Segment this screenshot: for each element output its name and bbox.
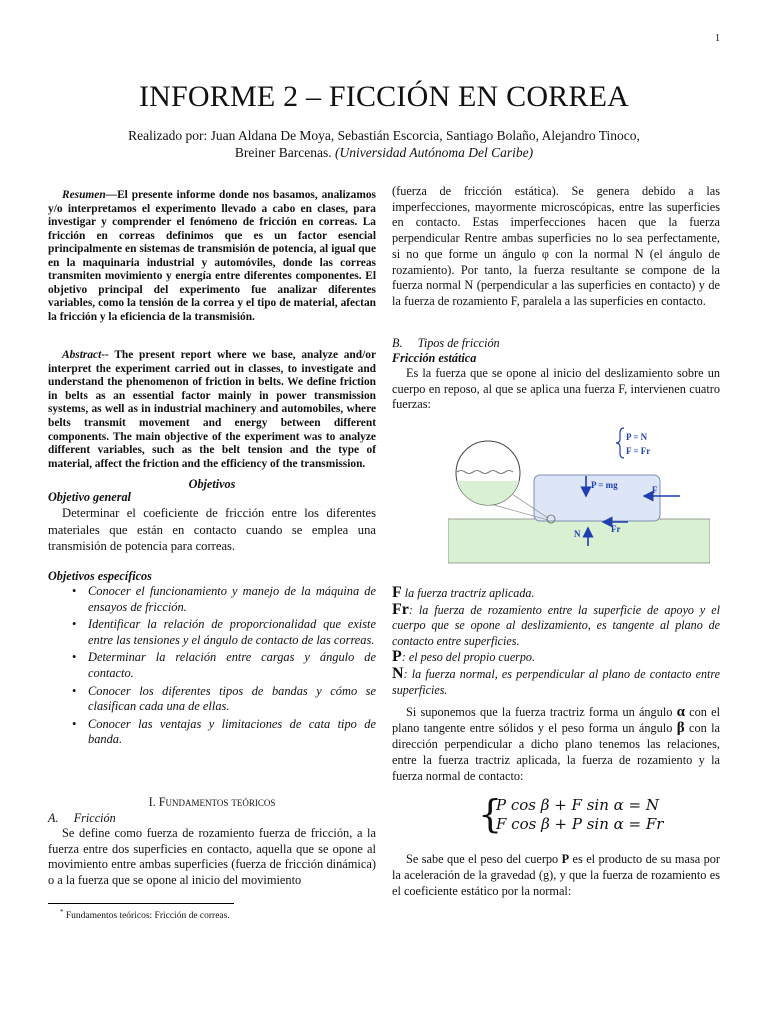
final-bold: P xyxy=(561,852,570,866)
list-item: • Determinar la relación entre cargas y ángulo de contacto. xyxy=(72,650,376,681)
abstract-label: Abstract-- xyxy=(62,349,109,361)
definition-text: : la fuerza normal, es perpendicular al plano de contacto entre superficies. xyxy=(392,666,720,697)
list-item: • Conocer el funcionamiento y manejo de la máquina de ensayos de fricción. xyxy=(72,584,376,615)
angles-text-c: con la dirección perpendicular a dicho plano tenemos las relaciones, entre la fuerza tractriz aplicada, la fuerza de rozamiento y la fuerza normal de contacto: xyxy=(392,721,720,783)
weight-label: P = mg xyxy=(591,480,618,490)
definition-text: : el peso del propio cuerpo. xyxy=(401,650,536,665)
objetivo-general-text: Determinar el coeficiente de fricción entre los diferentes materiales que están en contacto cuando se emplea una transmisión de potencia para correas. xyxy=(48,506,376,553)
equation-line-1: P cos β + F sin α = N xyxy=(496,796,659,814)
abstract-text: The present report where we base, analyze and/or interpret the experiment carried out in classes, to investigate and understand the phenomenon of friction in belts. We define friction in belts as an essential factor mainly in power transmission systems, as well as in industrial machinery and automobiles, where belts transmit movement and energy between different components. The main objective of the experiment was to analyze different variables, such as the belt tension and the type of material, affect the friction and the efficiency of the transmission. xyxy=(48,349,376,470)
force-label: F xyxy=(652,485,658,495)
brace-icon xyxy=(616,428,624,458)
list-item: • Conocer las ventajas y limitaciones de cata tipo de banda. xyxy=(72,717,376,748)
normal-label: N xyxy=(574,529,581,539)
right-paragraph-1: (fuerza de fricción estática). Se genera debido a las imperfecciones, mayormente microscópicas, entre las superficies en contacto. Estas imperfecciones hacen que la fuerza perpendicular Rentre ambas superficies no lo sea perfectamente, si no que forme un ángulo φ con la normal N (el ángulo de rozamiento). Por tanto, la fuerza resultante se compone de la fuerza normal N (perpendicular a las superficies en contacto) y de la fuerza de rozamiento F, paralela a las superficies en contacto. xyxy=(392,184,720,308)
definition-symbol: Fr xyxy=(392,600,409,618)
equation-line-2: F cos β + P sin α = Fr xyxy=(496,815,664,833)
final-text-b: es el producto de su masa por la aceleración de la gravedad (g), y que la fuerza de rozamiento es el coeficiente estático por la normal: xyxy=(392,852,720,898)
brace-label-bottom: F = Fr xyxy=(626,446,651,456)
friccion-estatica-text: Es la fuerza que se opone al inicio del deslizamiento sobre un cuerpo en reposo, al que se aplica una fuerza F, intervienen cuatro fuerzas: xyxy=(392,366,720,412)
angles-text-a: Si suponemos que la fuerza tractriz forma un ángulo xyxy=(406,705,677,719)
alpha-symbol: α xyxy=(676,704,685,720)
definition-symbol: N xyxy=(392,664,404,682)
definition-symbol: F xyxy=(392,584,402,601)
ground-surface xyxy=(448,519,710,563)
footnote-text: Fundamentos teóricos: Fricción de correas. xyxy=(63,911,230,922)
section-title: Fundamentos teóricos xyxy=(158,795,276,809)
definition-item xyxy=(392,649,720,666)
definition-item xyxy=(392,585,720,602)
definition-item xyxy=(392,666,720,698)
objetivos-especificos-heading: Objetivos específicos xyxy=(48,569,152,583)
author-last: Breiner Barcenas. xyxy=(234,145,332,160)
definition-symbol: P xyxy=(392,648,402,666)
angles-paragraph xyxy=(392,704,720,784)
objetivos-list-wrap xyxy=(48,584,376,750)
section-number: I. xyxy=(148,795,156,809)
friction-label: Fr xyxy=(611,524,621,534)
list-item: • Conocer los diferentes tipos de bandas y cómo se clasifican cada una de ellas. xyxy=(72,684,376,715)
magnifier-ground xyxy=(457,481,519,505)
subsection-a-heading: A. Fricción xyxy=(48,811,116,825)
definition-item xyxy=(392,602,720,650)
objetivos-list xyxy=(48,584,376,748)
footnote-rule xyxy=(48,903,234,904)
friction-diagram xyxy=(448,424,710,564)
resumen-paragraph xyxy=(48,189,376,324)
final-paragraph xyxy=(392,851,720,899)
final-text-a: Se sabe que el peso del cuerpo xyxy=(406,852,562,866)
subsection-b-heading: B. Tipos de fricción xyxy=(392,336,500,350)
resumen-label: Resumen xyxy=(62,189,106,201)
objetivos-heading: Objetivos xyxy=(188,477,236,491)
paper-title: INFORME 2 – FICCIÓN EN CORREA xyxy=(138,80,629,113)
list-item: • Identificar la relación de proporcionalidad que existe entre las tensiones y el ángulo de contacto de las correas. xyxy=(72,617,376,648)
section-heading xyxy=(48,795,376,811)
objetivo-general-heading: Objetivo general xyxy=(48,490,131,504)
authors xyxy=(60,127,708,161)
resumen-text: —El presente informe donde nos basamos, analizamos y/o interpretamos el experimento llevado a cabo en clases, para investigar y comprender el fenómeno de fricción en correas. La fricción en correas definimos que es un factor esencial principalmente en sistemas de transmisión de potencia, al igual que en la maquinaria industrial y automóviles, donde las correas transmiten movimiento y energía entre diferentes componentes. El objetivo principal del experimento fue analizar diferentes variables, como la tensión de la correa y el tipo de material, afectan la fricción y la eficiencia de la transmisión. xyxy=(48,189,376,323)
definition-text: la fuerza tractriz aplicada. xyxy=(401,586,535,600)
beta-symbol: β xyxy=(676,720,685,736)
angles-text-b: con el plano tangente entre sólidos y el peso forma un ángulo xyxy=(392,705,720,735)
friccion-text: Se define como fuerza de rozamiento fuerza de fricción, a la fuerza entre dos superficies en contacto, aquella que se opone al movimiento entre ambas superficies (fuerza de fricción dinámica) o a la fuerza que se opone al inicio del movimiento xyxy=(48,826,376,888)
footnote-mark: * xyxy=(60,908,64,916)
authors-line-2 xyxy=(60,144,708,161)
brace-label-top: P = N xyxy=(626,432,648,442)
definition-text: : la fuerza de rozamiento entre la superficie de apoyo y el cuerpo que se opone al deslizamiento, es tangente al plano de contacto entre superficies. xyxy=(392,602,720,648)
page-number: 1 xyxy=(715,33,720,44)
abstract-paragraph xyxy=(48,349,376,471)
force-definitions xyxy=(392,585,720,698)
friccion-estatica-heading: Fricción estática xyxy=(392,351,477,365)
footnote xyxy=(60,908,230,921)
affiliation: (Universidad Autónoma Del Caribe) xyxy=(334,145,534,160)
authors-line-1: Realizado por: Juan Aldana De Moya, Sebastián Escorcia, Santiago Bolaño, Alejandro Tinoco, xyxy=(128,128,640,143)
equation-brace: { xyxy=(478,792,503,836)
